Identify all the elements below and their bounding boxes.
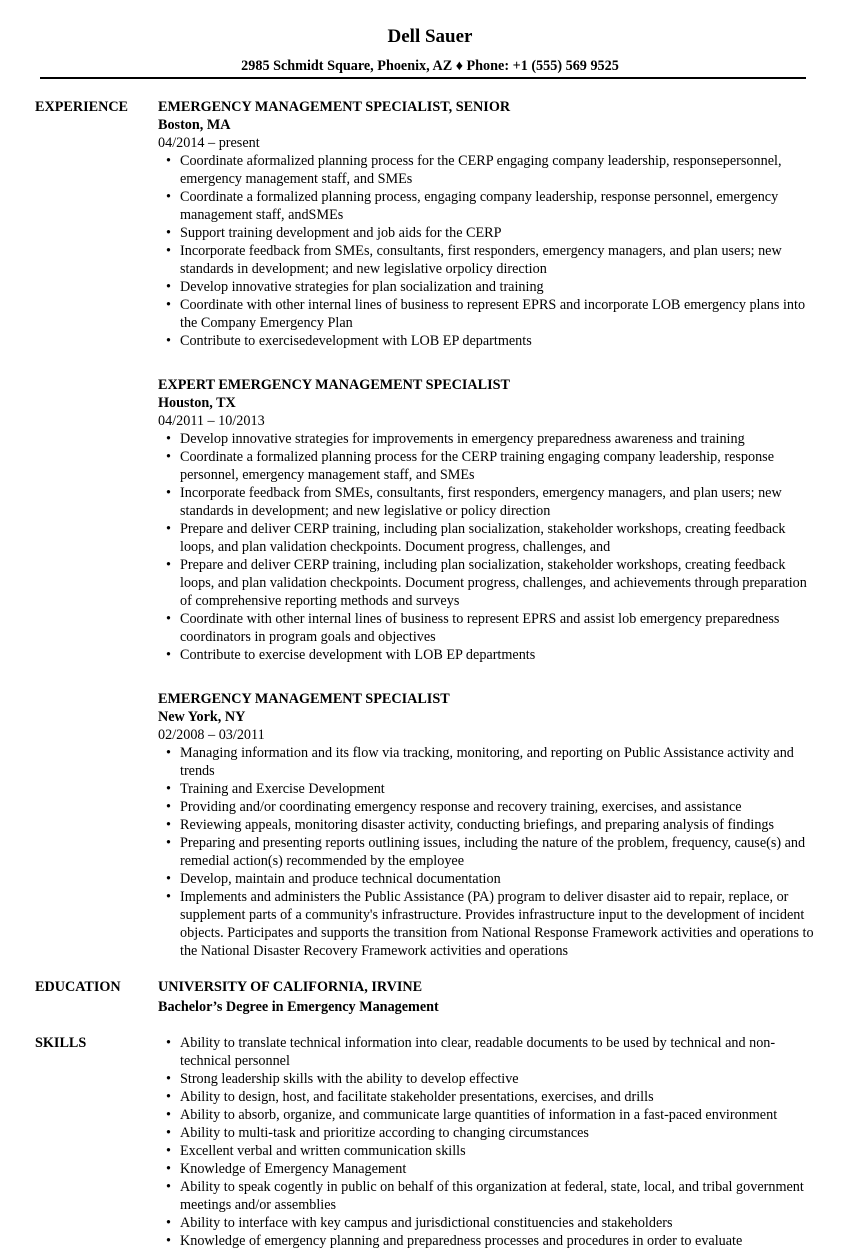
list-item: • Coordinate aformalized planning process for the CERP engaging company leadership, responsepersonnel, emergency management staff, and SMEs — [158, 152, 818, 188]
list-item: • Training and Exercise Development — [158, 780, 818, 798]
list-item: • Knowledge of Emergency Management — [158, 1160, 818, 1178]
list-item: • Develop innovative strategies for plan socialization and training — [158, 278, 818, 296]
list-item: • Knowledge of emergency planning and preparedness processes and procedures in order to evaluate — [158, 1232, 818, 1250]
list-item: • Ability to absorb, organize, and communicate large quantities of information in a fast-paced environment — [158, 1106, 818, 1124]
list-item: • Develop, maintain and produce technical documentation — [158, 870, 818, 888]
header-divider — [40, 77, 806, 79]
list-item: • Contribute to exercisedevelopment with LOB EP departments — [158, 332, 818, 350]
list-item: • Coordinate with other internal lines of business to represent EPRS and assist lob emergency preparedness coordinators in program goals and objectives — [158, 610, 818, 646]
list-item: • Ability to design, host, and facilitate stakeholder presentations, exercises, and drills — [158, 1088, 818, 1106]
list-item: • Coordinate with other internal lines of business to represent EPRS and incorporate LOB emergency plans into the Company Emergency Plan — [158, 296, 818, 332]
job-dates: 04/2011 – 10/2013 — [158, 413, 265, 429]
job-location: Houston, TX — [158, 395, 236, 411]
list-item: • Providing and/or coordinating emergency response and recovery training, exercises, and assistance — [158, 798, 818, 816]
job-dates: 04/2014 – present — [158, 135, 260, 151]
section-label-education: EDUCATION — [35, 979, 121, 995]
job-entry — [158, 376, 818, 664]
list-item: • Prepare and deliver CERP training, including plan socialization, stakeholder workshops, creating feedback loops, and plan validation checkpoints. Document progress, challenges, and — [158, 520, 818, 556]
list-item: • Implements and administers the Public Assistance (PA) program to deliver disaster aid to repair, replace, or supplement parts of a community's infrastructure. Provides infrastructure input to the development of incident objects. Participates and supports the transition from National Response Framework activities and operations to the National Disaster Recovery Framework activities and operations — [158, 888, 818, 960]
list-item: • Reviewing appeals, monitoring disaster activity, conducting briefings, and preparing analysis of findings — [158, 816, 818, 834]
experience-content — [158, 98, 818, 960]
job-location: Boston, MA — [158, 117, 231, 133]
list-item: • Ability to interface with key campus and jurisdictional constituencies and stakeholders — [158, 1214, 818, 1232]
list-item: • Coordinate a formalized planning process for the CERP training engaging company leadership, response personnel, emergency management staff, and SMEs — [158, 448, 818, 484]
list-item: • Incorporate feedback from SMEs, consultants, first responders, emergency managers, and plan users; new standards in development; and new legislative orpolicy direction — [158, 242, 818, 278]
education-content — [158, 978, 818, 1016]
resume-header — [0, 26, 860, 75]
list-item: • Ability to translate technical information into clear, readable documents to be used by technical and non-technical personnel — [158, 1034, 818, 1070]
job-title: EXPERT EMERGENCY MANAGEMENT SPECIALIST — [158, 377, 511, 393]
job-bullets — [158, 744, 818, 960]
school-name: UNIVERSITY OF CALIFORNIA, IRVINE — [158, 979, 423, 995]
list-item: • Incorporate feedback from SMEs, consultants, first responders, emergency managers, and plan users; new standards in development; and new legislative or policy direction — [158, 484, 818, 520]
list-item: • Ability to multi-task and prioritize according to changing circumstances — [158, 1124, 818, 1142]
list-item: • Develop innovative strategies for improvements in emergency preparedness awareness and training — [158, 430, 818, 448]
skills-content — [158, 1034, 818, 1250]
list-item: • Managing information and its flow via tracking, monitoring, and reporting on Public Assistance activity and trends — [158, 744, 818, 780]
job-entry — [158, 98, 818, 350]
list-item: • Prepare and deliver CERP training, including plan socialization, stakeholder workshops, creating feedback loops, and plan validation checkpoints. Document progress, challenges, and achievements through preparation of comprehensive reporting methods and surveys — [158, 556, 818, 610]
contact-line: 2985 Schmidt Square, Phoenix, AZ ♦ Phone: +1 (555) 569 9525 — [241, 58, 619, 74]
job-dates: 02/2008 – 03/2011 — [158, 727, 265, 743]
section-label-skills: SKILLS — [35, 1035, 87, 1051]
list-item: • Excellent verbal and written communication skills — [158, 1142, 818, 1160]
list-item: • Contribute to exercise development with LOB EP departments — [158, 646, 818, 664]
job-title: EMERGENCY MANAGEMENT SPECIALIST, SENIOR — [158, 99, 511, 115]
job-entry — [158, 690, 818, 960]
list-item: • Support training development and job aids for the CERP — [158, 224, 818, 242]
list-item: • Strong leadership skills with the ability to develop effective — [158, 1070, 818, 1088]
job-bullets — [158, 430, 818, 664]
job-bullets — [158, 152, 818, 350]
candidate-name: Dell Sauer — [387, 26, 473, 47]
list-item: • Preparing and presenting reports outlining issues, including the nature of the problem, frequency, cause(s) and remedial action(s) recommended by the employee — [158, 834, 818, 870]
degree: Bachelor’s Degree in Emergency Management — [158, 999, 439, 1015]
section-label-experience: EXPERIENCE — [35, 99, 129, 115]
list-item: • Coordinate a formalized planning process, engaging company leadership, response personnel, emergency management staff, andSMEs — [158, 188, 818, 224]
job-title: EMERGENCY MANAGEMENT SPECIALIST — [158, 691, 450, 707]
list-item: • Ability to speak cogently in public on behalf of this organization at federal, state, local, and tribal government meetings and/or assemblies — [158, 1178, 818, 1214]
skills-list — [158, 1034, 818, 1250]
job-location: New York, NY — [158, 709, 246, 725]
